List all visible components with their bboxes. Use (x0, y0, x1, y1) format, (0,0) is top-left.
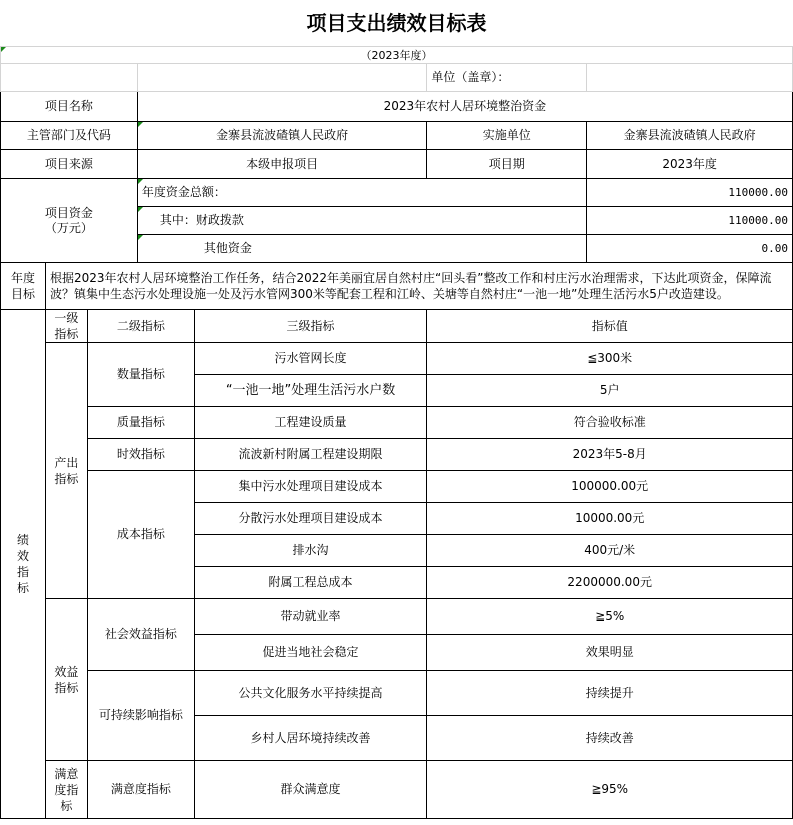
performance-table (0, 46, 793, 819)
indicator-name: 带动就业率 (194, 599, 427, 635)
sub-social: 社会效益指标 (87, 599, 194, 671)
page-title: 项目支出绩效目标表 (306, 11, 487, 35)
blank-cell (137, 64, 427, 92)
sub-quantity: 数量指标 (87, 343, 194, 407)
indicator-name: 流波新村附属工程建设期限 (194, 439, 427, 471)
indicator-name: 促进当地社会稳定 (194, 635, 427, 671)
funds-label: 项目资金 （万元） (1, 179, 138, 263)
impl-unit-label: 实施单位 (427, 122, 587, 150)
indicator-value: ≧95% (427, 761, 793, 819)
group-output: 产出 指标 (45, 343, 87, 599)
dept-label: 主管部门及代码 (1, 122, 138, 150)
indicator-value: 100000.00元 (427, 471, 793, 503)
indicator-name: “一池一地”处理生活污水户数 (194, 375, 427, 407)
source-value: 本级申报项目 (137, 150, 427, 179)
unit-row (1, 64, 793, 92)
indicator-value: ≧5% (427, 599, 793, 635)
other-funds-value: 0.00 (587, 235, 793, 263)
indicator-header-row (1, 310, 793, 343)
dept-row (1, 122, 793, 150)
indicator-row (1, 439, 793, 471)
indicator-row (1, 761, 793, 819)
indicator-name: 附属工程总成本 (194, 567, 427, 599)
sub-sustain: 可持续影响指标 (87, 671, 194, 761)
header-value: 指标值 (427, 310, 793, 343)
indicator-value: 符合验收标准 (427, 407, 793, 439)
group-benefit: 效益 指标 (45, 599, 87, 761)
year-row (1, 47, 793, 64)
sub-quality: 质量指标 (87, 407, 194, 439)
indicator-name: 乡村人居环境持续改善 (194, 716, 427, 761)
sub-satisfaction: 满意度指标 (87, 761, 194, 819)
indicator-value: 持续提升 (427, 671, 793, 716)
source-row (1, 150, 793, 179)
indicator-name: 排水沟 (194, 535, 427, 567)
fiscal-funds-label: 其中：财政拨款 (137, 207, 586, 235)
indicator-row (1, 471, 793, 503)
indicator-row (1, 343, 793, 375)
indicator-value: 2200000.00元 (427, 567, 793, 599)
unit-value[interactable] (587, 64, 793, 92)
period-label: 项目期 (427, 150, 587, 179)
indicator-name: 公共文化服务水平持续提高 (194, 671, 427, 716)
source-label: 项目来源 (1, 150, 138, 179)
dept-value: 金寨县流波碴镇人民政府 (137, 122, 427, 150)
performance-table-sheet (0, 46, 793, 819)
other-funds-label: 其他资金 (137, 235, 586, 263)
indicator-row (1, 671, 793, 716)
indicator-name: 分散污水处理项目建设成本 (194, 503, 427, 535)
total-funds-value: 110000.00 (587, 179, 793, 207)
total-funds-label: 年度资金总额： (137, 179, 586, 207)
year-label: （2023年度） (1, 47, 793, 64)
project-name-value: 2023年农村人居环境整治资金 (137, 92, 792, 122)
header-level3: 三级指标 (194, 310, 427, 343)
header-level2: 二级指标 (87, 310, 194, 343)
indicator-value: 持续改善 (427, 716, 793, 761)
perf-indicator-label: 绩 效 指 标 (1, 310, 46, 819)
project-name-row (1, 92, 793, 122)
annual-goal-row (1, 263, 793, 310)
indicator-value: ≦300米 (427, 343, 793, 375)
fiscal-funds-value: 110000.00 (587, 207, 793, 235)
indicator-row (1, 599, 793, 635)
project-name-label: 项目名称 (1, 92, 138, 122)
blank-cell (1, 64, 138, 92)
annual-goal-label: 年度 目标 (1, 263, 46, 310)
header-level1: 一级 指标 (45, 310, 87, 343)
indicator-name: 污水管网长度 (194, 343, 427, 375)
indicator-value: 10000.00元 (427, 503, 793, 535)
impl-unit-value: 金寨县流波碴镇人民政府 (587, 122, 793, 150)
unit-label: 单位（盖章）： (427, 64, 587, 92)
indicator-row (1, 407, 793, 439)
group-satisfaction: 满意 度指 标 (45, 761, 87, 819)
indicator-value: 400元/米 (427, 535, 793, 567)
funds-total-row (1, 179, 793, 207)
indicator-name: 群众满意度 (194, 761, 427, 819)
sub-cost: 成本指标 (87, 471, 194, 599)
sub-time: 时效指标 (87, 439, 194, 471)
indicator-value: 效果明显 (427, 635, 793, 671)
period-value: 2023年度 (587, 150, 793, 179)
annual-goal-text: 根据2023年农村人居环境整治工作任务，结合2022年美丽宜居自然村庄“回头看”整改工作和村庄污水治理需求，下达此项资金，保障流波？镇集中生态污水处理设施一处及污水管网300米等配套工程和江岭、关塘等自然村庄“一池一地”处理生活污水5户改造建设。 (45, 263, 792, 310)
indicator-name: 工程建设质量 (194, 407, 427, 439)
indicator-value: 2023年5-8月 (427, 439, 793, 471)
indicator-value: 5户 (427, 375, 793, 407)
indicator-name: 集中污水处理项目建设成本 (194, 471, 427, 503)
